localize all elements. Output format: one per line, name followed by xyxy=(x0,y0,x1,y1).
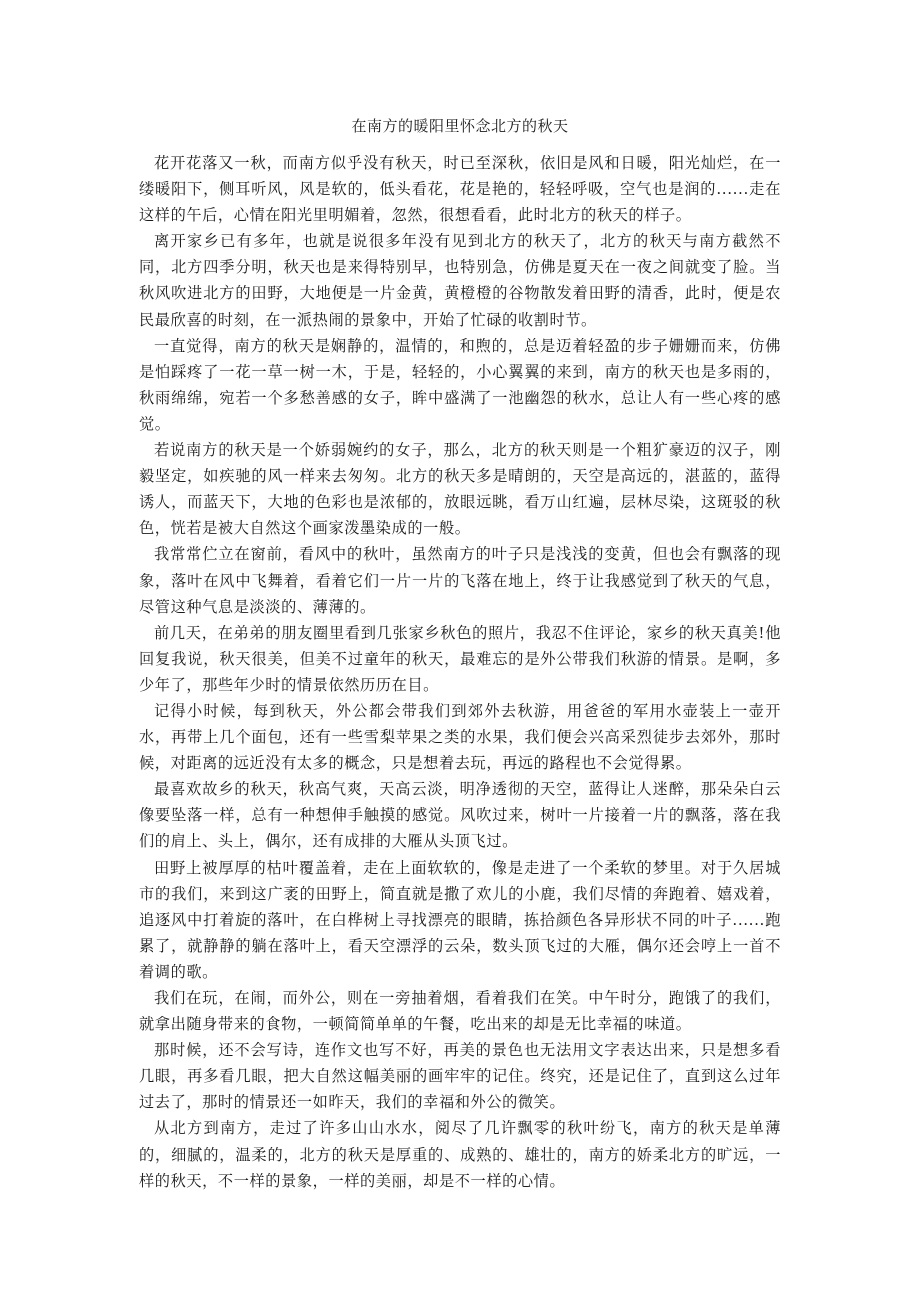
paragraph: 最喜欢故乡的秋天，秋高气爽，天高云淡，明净透彻的天空，蓝得让人迷醉，那朵朵白云像要坠落一样，总有一种想伸手触摸的感觉。风吹过来，树叶一片接着一片的飘落，落在我们的肩上、头上，偶尔，还有成排的大雁从头顶飞过。 xyxy=(139,780,781,851)
paragraph: 我常常伫立在窗前，看风中的秋叶，虽然南方的叶子只是浅浅的变黄，但也会有飘落的现象，落叶在风中飞舞着，看着它们一片一片的飞落在地上，终于让我感觉到了秋天的气息，尽管这种气息是淡淡的、薄薄的。 xyxy=(139,545,781,616)
paragraph: 我们在玩，在闹，而外公，则在一旁抽着烟，看着我们在笑。中午时分，跑饿了的我们，就拿出随身带来的食物，一顿简简单单的午餐，吃出来的却是无比幸福的味道。 xyxy=(139,989,781,1034)
document-title: 在南方的暖阳里怀念北方的秋天 xyxy=(351,117,569,135)
paragraph: 从北方到南方，走过了许多山山水水，阅尽了几许飘零的秋叶纷飞，南方的秋天是单薄的，细腻的，温柔的，北方的秋天是厚重的、成熟的、雄壮的，南方的娇柔北方的旷远，一样的秋天，不一样的景象，一样的美丽，却是不一样的心情。 xyxy=(139,1119,781,1190)
paragraph: 田野上被厚厚的枯叶覆盖着，走在上面软软的，像是走进了一个柔软的梦里。对于久居城市的我们，来到这广袤的田野上，简直就是撒了欢儿的小鹿，我们尽情的奔跑着、嬉戏着，追逐风中打着旋的落叶，在白桦树上寻找漂亮的眼睛，拣拾颜色各异形状不同的叶子......跑累了，就静静的躺在落叶上，看天空漂浮的云朵，数头顶飞过的大雁，偶尔还会哼上一首不着调的歌。 xyxy=(139,858,781,981)
paragraph: 那时候，还不会写诗，连作文也写不好，再美的景色也无法用文字表达出来，只是想多看几眼，再多看几眼，把大自然这幅美丽的画牢牢的记住。终究，还是记住了，直到这么过年过去了，那时的情景还一如昨天，我们的幸福和外公的微笑。 xyxy=(139,1041,781,1112)
paragraph: 花开花落又一秋，而南方似乎没有秋天，时已至深秋，依旧是风和日暖，阳光灿烂，在一缕暖阳下，侧耳听风，风是软的，低头看花，花是艳的，轻轻呼吸，空气也是润的......走在这样的午后，心情在阳光里明媚着，忽然，很想看看，此时北方的秋天的样子。 xyxy=(139,154,781,225)
paragraph: 若说南方的秋天是一个娇弱婉约的女子，那么，北方的秋天则是一个粗犷豪迈的汉子，刚毅坚定，如疾驰的风一样来去匆匆。北方的秋天多是晴朗的，天空是高远的，湛蓝的，蓝得诱人，而蓝天下，大地的色彩也是浓郁的，放眼远眺，看万山红遍，层林尽染，这斑驳的秋色，恍若是被大自然这个画家泼墨染成的一般。 xyxy=(139,441,781,538)
paragraph: 记得小时候，每到秋天，外公都会带我们到郊外去秋游，用爸爸的军用水壶装上一壶开水，再带上几个面包，还有一些雪梨苹果之类的水果，我们便会兴高采烈徒步去郊外，那时候，对距离的远近没有太多的概念，只是想着去玩，再远的路程也不会觉得累。 xyxy=(139,701,781,773)
document-body xyxy=(139,150,781,1194)
paragraph: 一直觉得，南方的秋天是娴静的，温情的，和煦的，总是迈着轻盈的步子姗姗而来，仿佛是怕踩疼了一花一草一树一木，于是，轻轻的，小心翼翼的来到，南方的秋天也是多雨的，秋雨绵绵，宛若一个多愁善感的女子，眸中盛满了一池幽怨的秋水，总让人有一些心疼的感觉。 xyxy=(139,336,781,433)
paragraph: 前几天，在弟弟的朋友圈里看到几张家乡秋色的照片，我忍不住评论，家乡的秋天真美!他回复我说，秋天很美，但美不过童年的秋天，最难忘的是外公带我们秋游的情景。是啊，多少年了，那些年少时的情景依然历历在目。 xyxy=(139,623,781,694)
paragraph: 离开家乡已有多年，也就是说很多年没有见到北方的秋天了，北方的秋天与南方截然不同，北方四季分明，秋天也是来得特别早，也特别急，仿佛是夏天在一夜之间就变了脸。当秋风吹进北方的田野，大地便是一片金黄，黄橙橙的谷物散发着田野的清香，此时，便是农民最欣喜的时刻，在一派热闹的景象中，开始了忙碌的收割时节。 xyxy=(139,232,781,329)
